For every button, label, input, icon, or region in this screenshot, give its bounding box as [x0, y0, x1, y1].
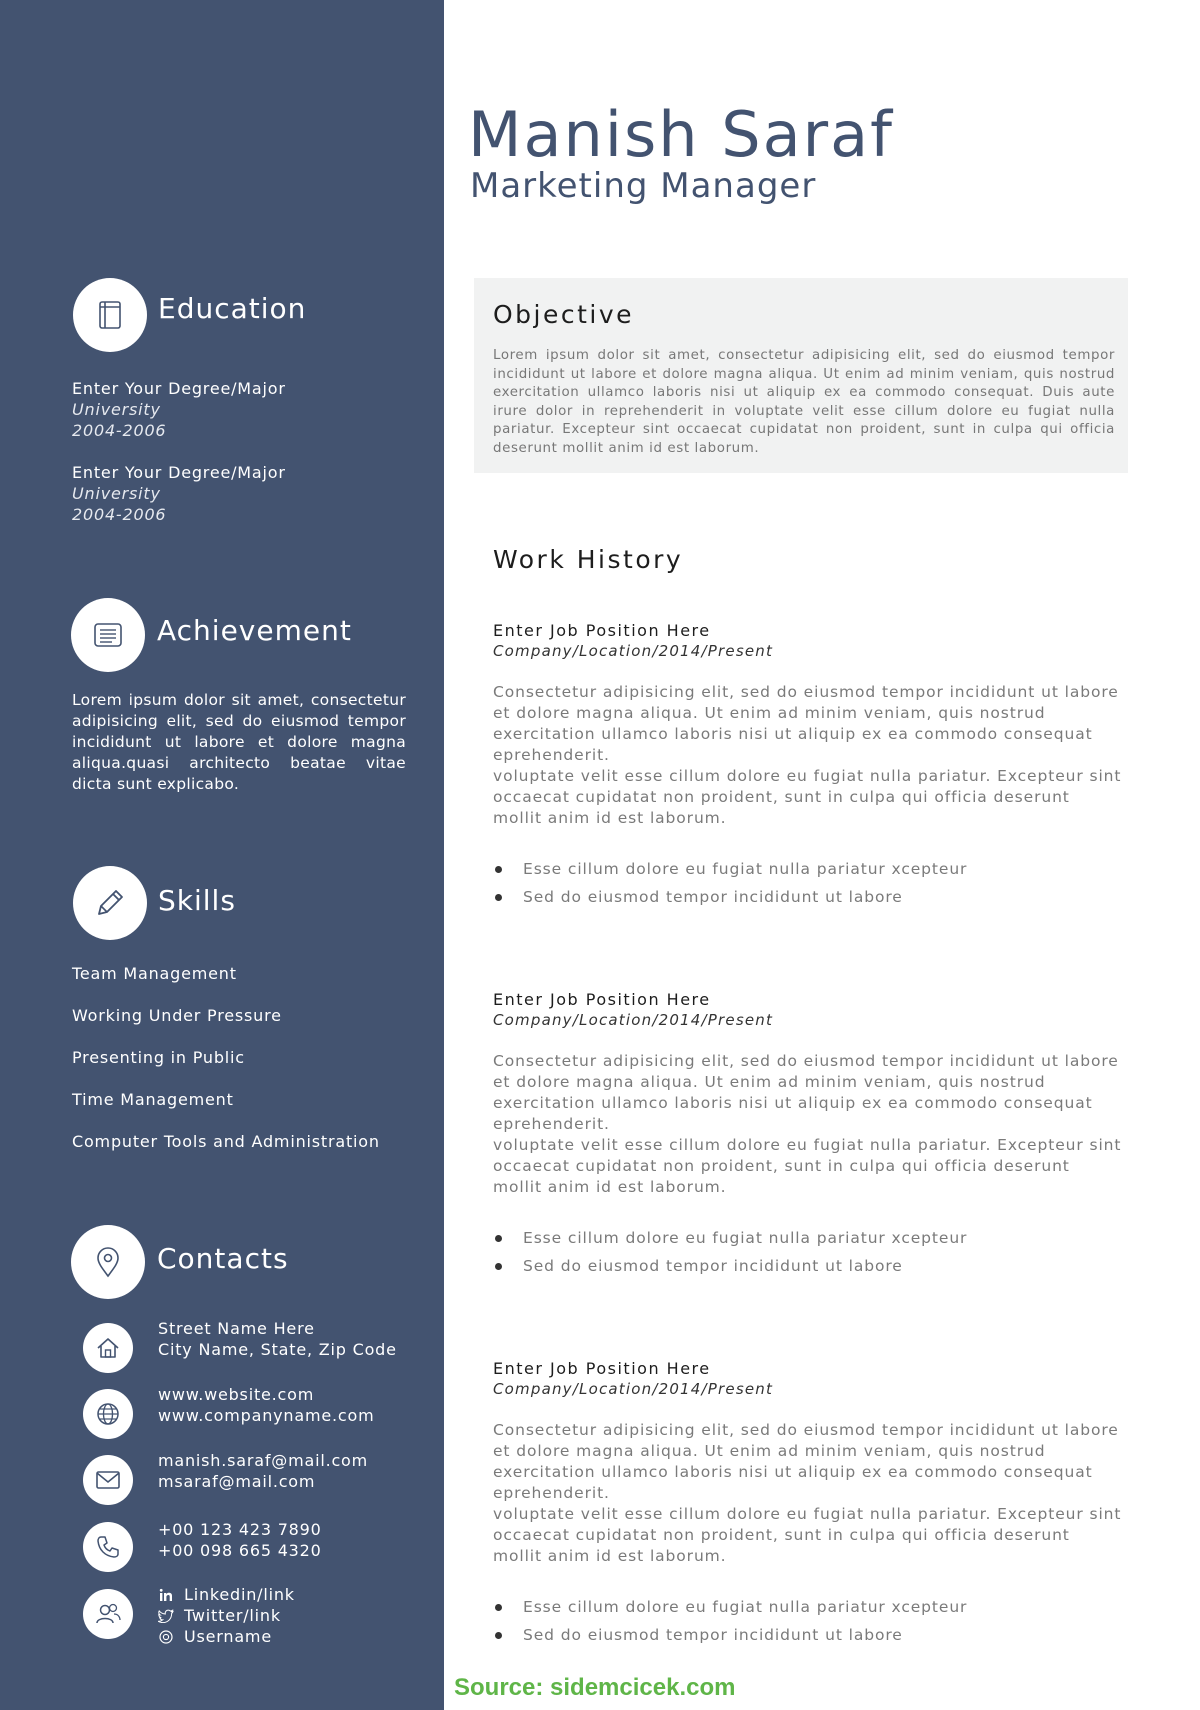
job-bullet: Esse cillum dolore eu fugiat nulla pariatur xcepteur	[493, 1593, 1123, 1621]
web-icon-circle	[83, 1389, 133, 1439]
job-bullet-list	[493, 855, 1123, 911]
email-line-1[interactable]: manish.saraf@mail.com	[158, 1451, 369, 1470]
source-watermark: Source: sidemcicek.com	[454, 1674, 736, 1701]
skills-title: Skills	[158, 884, 236, 917]
contact-email	[158, 1450, 368, 1492]
phone-icon	[95, 1534, 121, 1560]
linkedin-icon	[158, 1587, 174, 1603]
job-entry	[493, 989, 1123, 1280]
education-degree: Enter Your Degree/Major	[72, 379, 286, 398]
achievement-text: Lorem ipsum dolor sit amet, consectetur adipisicing elit, sed do eiusmod tempor incididunt ut labore et dolore magna aliqua.quasi architecto beatae vitae dicta sunt explicabo.	[72, 691, 406, 793]
job-bullet: Sed do eiusmod tempor incididunt ut labore	[493, 1252, 1123, 1280]
phone-line-2[interactable]: +00 098 665 4320	[158, 1541, 322, 1560]
globe-icon	[95, 1401, 121, 1427]
location-pin-icon	[94, 1245, 122, 1279]
username-text[interactable]: Username	[184, 1627, 272, 1646]
twitter-row[interactable]	[158, 1605, 295, 1626]
job-description-para-1: Consectetur adipisicing elit, sed do eiusmod tempor incididunt ut labore et dolore magna aliqua. Ut enim ad minim veniam, quis nostrud exercitation ullamco laboris nisi ut aliquip ex ea commodo consequat eprehenderit.	[493, 1421, 1119, 1502]
skill-item: Time Management	[72, 1090, 234, 1109]
education-university: University	[72, 484, 161, 503]
web-line-1[interactable]: www.website.com	[158, 1385, 315, 1404]
job-bullet: Esse cillum dolore eu fugiat nulla pariatur xcepteur	[493, 855, 1123, 883]
job-position: Enter Job Position Here	[493, 1359, 711, 1378]
phone-line-1[interactable]: +00 123 423 7890	[158, 1520, 322, 1539]
phone-icon-circle	[83, 1522, 133, 1572]
job-description-para-1: Consectetur adipisicing elit, sed do eiusmod tempor incididunt ut labore et dolore magna aliqua. Ut enim ad minim veniam, quis nostrud exercitation ullamco laboris nisi ut aliquip ex ea commodo consequat eprehenderit.	[493, 683, 1119, 764]
job-description-para-2: voluptate velit esse cillum dolore eu fugiat nulla pariatur. Excepteur sint occaecat cupidatat non proident, sunt in culpa qui officia deserunt mollit anim id est laborum.	[493, 1136, 1122, 1196]
achievement-title: Achievement	[157, 614, 352, 647]
objective-text: Lorem ipsum dolor sit amet, consectetur adipisicing elit, sed do eiusmod tempor incididunt ut labore et dolore magna aliqua. Ut enim ad minim veniam, quis nostrud exercitation ullamco laboris nisi ut aliquip ex ea commodo consequat. Duis aute irure dolor in reprehenderit in voluptate velit esse cillum dolore eu fugiat nulla pariatur. Excepteur sint occaecat cupidatat non proident, sunt in culpa qui officia deserunt mollit anim id est laborum.	[493, 348, 1115, 456]
job-position: Enter Job Position Here	[493, 990, 711, 1009]
twitter-icon	[158, 1608, 174, 1624]
skill-item: Working Under Pressure	[72, 1006, 282, 1025]
education-degree: Enter Your Degree/Major	[72, 463, 286, 482]
contact-phone	[158, 1519, 322, 1561]
candidate-role: Marketing Manager	[470, 166, 817, 206]
education-years: 2004-2006	[72, 421, 167, 440]
work-history-title: Work History	[493, 545, 684, 574]
linkedin-row[interactable]	[158, 1584, 295, 1605]
education-item	[72, 378, 286, 441]
skills-icon-circle	[73, 866, 147, 940]
contacts-title: Contacts	[157, 1242, 289, 1275]
twitter-link[interactable]: Twitter/link	[184, 1606, 281, 1625]
people-icon	[94, 1601, 122, 1627]
achievement-icon-circle	[71, 598, 145, 672]
contacts-icon-circle	[71, 1225, 145, 1299]
education-item	[72, 462, 286, 525]
job-description-para-2: voluptate velit esse cillum dolore eu fugiat nulla pariatur. Excepteur sint occaecat cupidatat non proident, sunt in culpa qui officia deserunt mollit anim id est laborum.	[493, 767, 1122, 827]
username-row[interactable]	[158, 1626, 295, 1647]
education-title: Education	[158, 292, 307, 325]
sidebar	[0, 0, 444, 1710]
book-icon	[95, 299, 125, 331]
envelope-icon	[95, 1469, 121, 1491]
address-icon-circle	[83, 1323, 133, 1373]
job-description-para-1: Consectetur adipisicing elit, sed do eiusmod tempor incididunt ut labore et dolore magna aliqua. Ut enim ad minim veniam, quis nostrud exercitation ullamco laboris nisi ut aliquip ex ea commodo consequat eprehenderit.	[493, 1052, 1119, 1133]
document-list-icon	[92, 621, 124, 649]
job-description	[493, 1420, 1123, 1567]
job-bullet-list	[493, 1593, 1123, 1649]
address-line-2: City Name, State, Zip Code	[158, 1340, 397, 1359]
email-icon-circle	[83, 1455, 133, 1505]
education-university: University	[72, 400, 161, 419]
job-company: Company/Location/2014/Present	[493, 1011, 774, 1029]
contact-web	[158, 1384, 374, 1426]
user-badge-icon	[158, 1629, 174, 1645]
job-position: Enter Job Position Here	[493, 621, 711, 640]
job-description	[493, 1051, 1123, 1198]
job-entry	[493, 620, 1123, 911]
job-description	[493, 682, 1123, 829]
pencil-icon	[92, 885, 128, 921]
skill-item: Presenting in Public	[72, 1048, 245, 1067]
job-bullet: Esse cillum dolore eu fugiat nulla pariatur xcepteur	[493, 1224, 1123, 1252]
email-line-2[interactable]: msaraf@mail.com	[158, 1472, 316, 1491]
job-company: Company/Location/2014/Present	[493, 1380, 774, 1398]
address-line-1: Street Name Here	[158, 1319, 315, 1338]
objective-section	[474, 278, 1128, 473]
education-icon-circle	[73, 278, 147, 352]
education-years: 2004-2006	[72, 505, 167, 524]
job-bullet: Sed do eiusmod tempor incididunt ut labore	[493, 1621, 1123, 1649]
house-icon	[95, 1335, 121, 1361]
candidate-name: Manish Saraf	[468, 98, 894, 171]
job-bullet-list	[493, 1224, 1123, 1280]
linkedin-link[interactable]: Linkedin/link	[184, 1585, 295, 1604]
skill-item: Computer Tools and Administration	[72, 1132, 380, 1151]
job-entry	[493, 1358, 1123, 1649]
job-description-para-2: voluptate velit esse cillum dolore eu fugiat nulla pariatur. Excepteur sint occaecat cupidatat non proident, sunt in culpa qui officia deserunt mollit anim id est laborum.	[493, 1505, 1122, 1565]
web-line-2[interactable]: www.companyname.com	[158, 1406, 375, 1425]
contact-address	[158, 1318, 397, 1360]
job-company: Company/Location/2014/Present	[493, 642, 774, 660]
objective-title: Objective	[493, 300, 635, 329]
job-bullet: Sed do eiusmod tempor incididunt ut labore	[493, 883, 1123, 911]
contact-social	[158, 1584, 295, 1647]
social-icon-circle	[83, 1589, 133, 1639]
skill-item: Team Management	[72, 964, 237, 983]
